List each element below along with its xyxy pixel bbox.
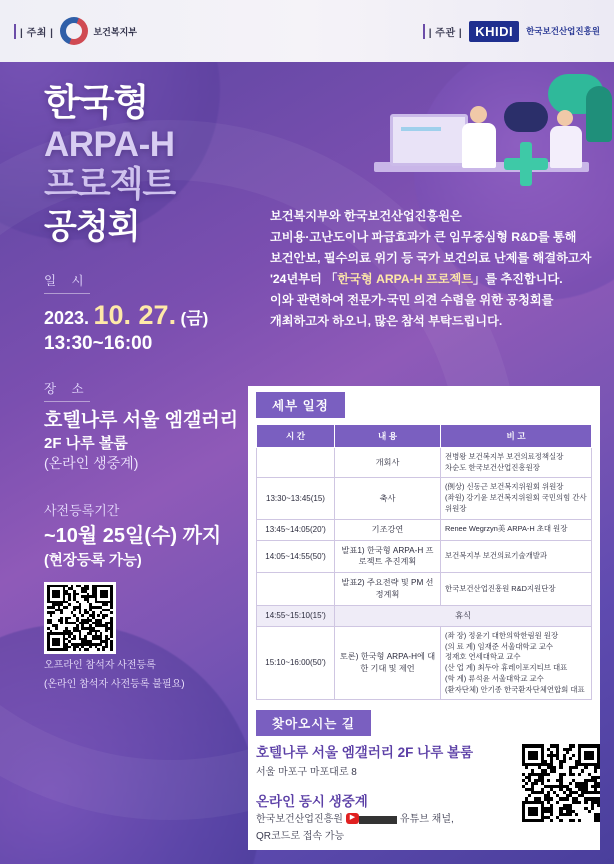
directions-section-title: 찾아오시는 길 (256, 710, 371, 736)
host-name: 보건복지부 (93, 26, 137, 37)
online-channel-post: 유튜브 채널, (399, 814, 454, 826)
page-title-line1: 한국형 (44, 82, 149, 123)
intro-line-4-post: 」를 추진합니다. (473, 271, 563, 286)
redacted-text (359, 816, 397, 824)
organizer-tag: | 주관 | (423, 24, 462, 39)
venue-name: 호텔나루 서울 엠갤러리 (44, 410, 239, 432)
organizer-name: 한국보건산업진흥원 (526, 26, 600, 36)
cell-content: 개회사 (335, 448, 441, 478)
schedule-section-title: 세부 일정 (256, 392, 345, 418)
directions-venue: 호텔나루 서울 엠갤러리 2F 나루 볼룸 (256, 745, 474, 761)
page-title-line2: ARPA-H (44, 125, 175, 165)
event-date-weekday: (금) (180, 309, 209, 329)
col-remark: 비 고 (441, 425, 592, 448)
table-row (257, 573, 592, 606)
monitor-icon (390, 114, 468, 166)
registration-label: 사전등록기간 (44, 502, 120, 518)
cell-content: 발표2) 주요전략 및 PM 선정계획 (335, 573, 441, 606)
intro-line-1: 보건복지부와 한국보건산업진흥원은 (270, 209, 462, 223)
youtube-icon: ▶ (346, 813, 359, 824)
cell-content: 발표1) 한국형 ARPA-H 프로젝트 추진계획 (335, 540, 441, 573)
intro-paragraph (270, 206, 600, 332)
intro-line-4 (270, 269, 600, 290)
organization-bar (0, 0, 614, 62)
cell-time (257, 448, 335, 478)
mohw-emblem-icon (60, 17, 88, 45)
cell-remark: 보건복지부 보건의료기술개발과 (441, 540, 592, 573)
schedule-table (256, 424, 592, 700)
table-row (257, 627, 592, 700)
date-label: 일 시 (44, 271, 90, 294)
cell-time (257, 573, 335, 606)
cell-time: 15:10~16:00(50') (257, 627, 335, 700)
online-stream-channel (256, 812, 514, 827)
cell-content: 축사 (335, 478, 441, 519)
table-row (257, 540, 592, 573)
table-row (257, 478, 592, 519)
intro-line-5: 이와 관련하여 전문가·국민 의견 수렴을 위한 공청회를 (270, 292, 554, 307)
cell-content: 토론) 한국형 ARPA-H에 대한 기대 및 제언 (335, 627, 441, 700)
event-date-year: 2023. (44, 308, 90, 329)
capsule-shape-dark (504, 102, 548, 132)
cell-remark: (例상) 신동근 보건복지위원회 위원장 (좌원) 강기윤 보건복지위원회 국민의힘 간사 위원장 (441, 478, 592, 519)
event-date-day: 10. 27. (93, 300, 177, 331)
khidi-logo-mark: KHIDI (469, 21, 519, 42)
online-stream-title: 온라인 동시 생중계 (256, 794, 368, 810)
host-tag: | 주최 | (14, 24, 53, 39)
venue-note: (온라인 생중계) (44, 455, 139, 472)
event-date (44, 300, 259, 331)
cell-remark: 한국보건산업진흥원 R&D지원단장 (441, 573, 592, 606)
cell-remark: (좌 장) 정윤기 대한의학한림원 원장 (의 료 계) 임재준 서울대학교 교수 정재호 연세대학교 교수 (산 업 계) 최두아 휴레이포지티브 대표 (학 계) 류석윤 서울대학교 교수 (환자단체) 안기종 한국환자단체연합회 대표 (441, 627, 592, 700)
cell-remark: Renee Wegrzyn美 ARPA-H 초대 원장 (441, 519, 592, 540)
cell-time: 13:45~14:05(20') (257, 519, 335, 540)
table-row (257, 448, 592, 478)
page-title-line4: 공청회 (44, 207, 140, 246)
person-figure-1 (462, 106, 496, 168)
venue-label: 장 소 (44, 379, 90, 402)
directions-address: 서울 마포구 마포대로 8 (256, 767, 357, 779)
cell-time: 13:30~13:45(15) (257, 478, 335, 519)
directions-block (256, 744, 600, 844)
cell-content: 휴식 (335, 606, 592, 627)
online-qr-note: QR코드로 접속 가능 (256, 831, 345, 843)
col-content: 내 용 (335, 425, 441, 448)
registration-deadline: ~10월 25일(수) 까지 (44, 524, 222, 547)
cell-remark: 전병왕 보건복지부 보건의료정책실장 차순도 한국보건산업진흥원장 (441, 448, 592, 478)
content-panel (248, 386, 600, 850)
intro-line-3: 보건안보, 필수의료 위기 등 국가 보건의료 난제를 해결하고자 (270, 250, 592, 265)
registration-note: (현장등록 가능) (44, 552, 142, 569)
chair-shape (586, 86, 612, 142)
cell-time: 14:55~15:10(15') (257, 606, 335, 627)
table-row (257, 519, 592, 540)
intro-project-name: 한국형 ARPA-H 프로젝트 (337, 271, 474, 286)
hero-illustration (354, 66, 614, 226)
qr-caption-online: (온라인 참석자 사전등록 불필요) (44, 679, 185, 691)
online-channel-pre: 한국보건산업진흥원 (256, 814, 343, 826)
qr-caption-offline: 오프라인 참석자 사전등록 (44, 659, 156, 671)
page-title-line3: 프로젝트 (44, 164, 176, 204)
organizer-group (423, 21, 600, 42)
venue-room: 2F 나루 볼룸 (44, 435, 128, 452)
mohw-logo (60, 17, 136, 45)
table-row (257, 606, 592, 627)
table-header-row (257, 425, 592, 448)
medical-cross-icon (504, 142, 548, 186)
stream-qr-code[interactable] (522, 744, 600, 822)
host-group (14, 17, 137, 45)
intro-line-4-pre: '24년부터 「 (270, 271, 338, 286)
intro-line-2: 고비용·고난도이나 파급효과가 큰 임무중심형 R&D를 통해 (270, 229, 577, 244)
registration-qr-code[interactable] (44, 582, 116, 654)
cell-time: 14:05~14:55(50') (257, 540, 335, 573)
intro-line-6: 개최하고자 하오니, 많은 참석 부탁드립니다. (270, 313, 503, 328)
col-time: 시 간 (257, 425, 335, 448)
cell-content: 기조강연 (335, 519, 441, 540)
left-column (44, 82, 259, 693)
person-figure-2 (550, 110, 582, 168)
event-time: 13:30~16:00 (44, 333, 153, 355)
